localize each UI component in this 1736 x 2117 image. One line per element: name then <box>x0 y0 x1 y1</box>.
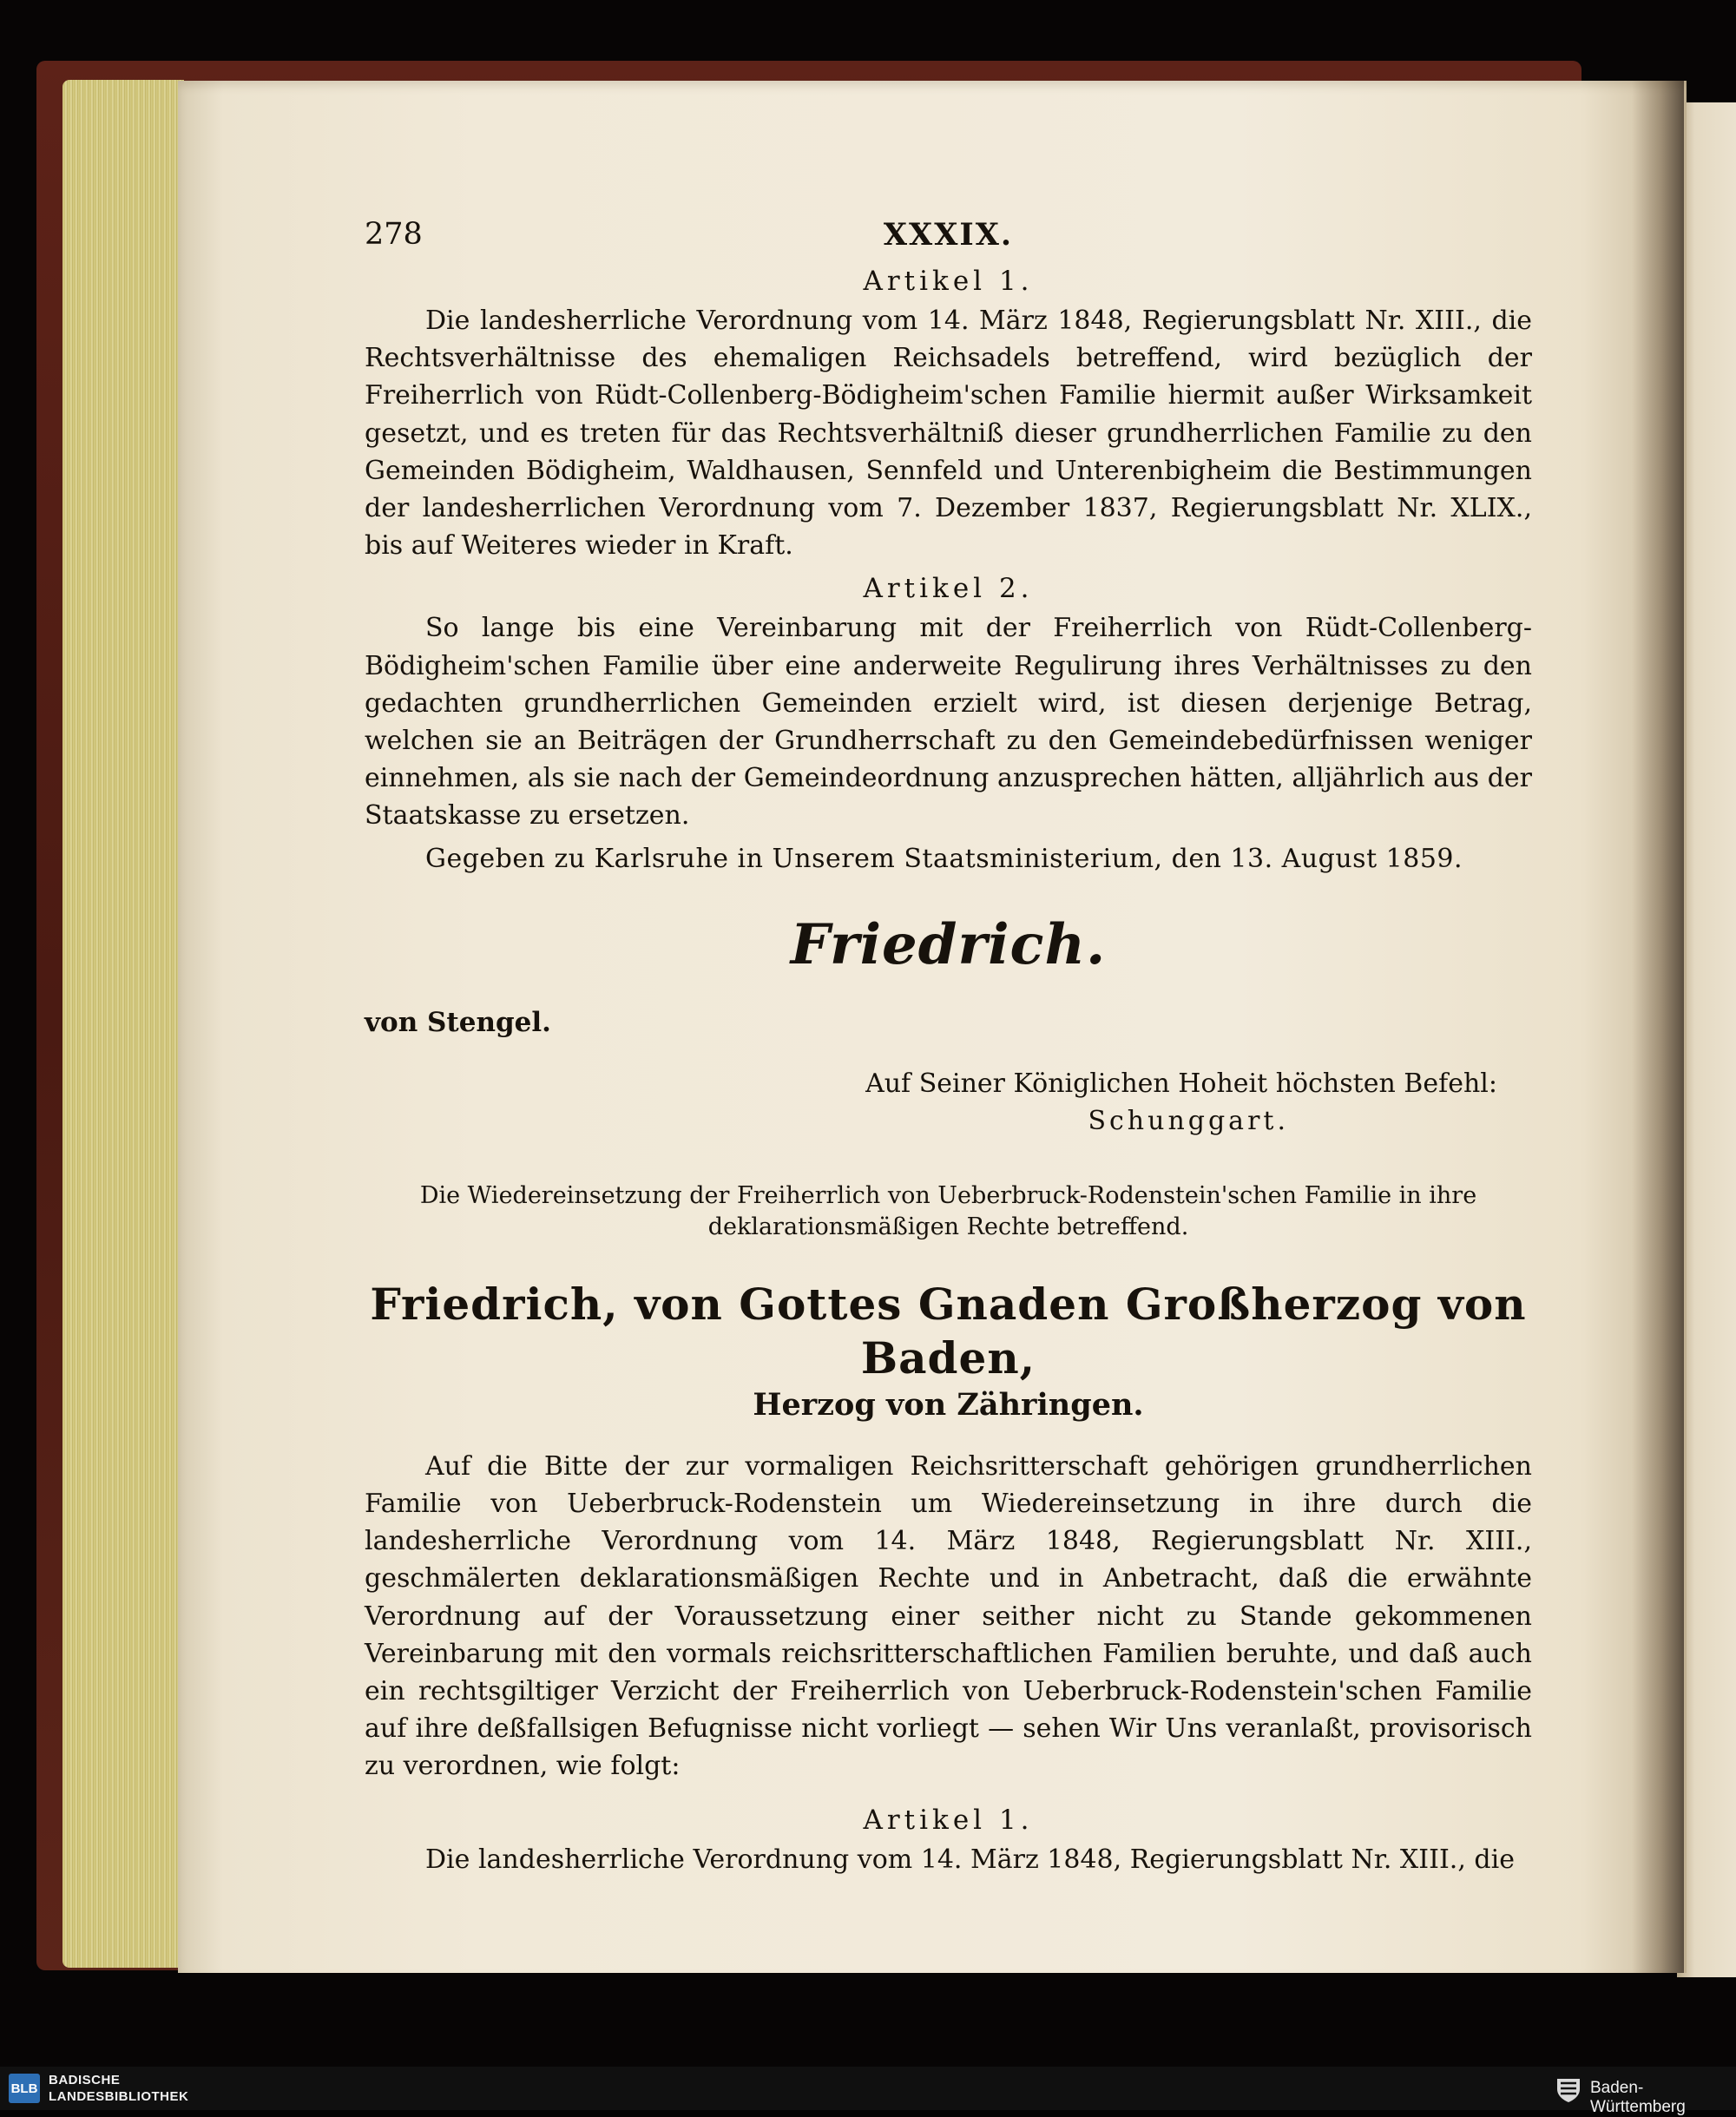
state-name[interactable]: Baden-Württemberg <box>1590 2079 1686 2116</box>
given-line: Gegeben zu Karlsruhe in Unserem Staatsministerium, den 13. August 1859. <box>425 843 1463 874</box>
baden-wuerttemberg-crest-icon[interactable] <box>1554 2074 1583 2103</box>
library-name-line2: LANDESBIBLIOTHEK <box>49 2089 189 2104</box>
decree-subtitle: Herzog von Zähringen. <box>753 1386 1144 1423</box>
secretary-name: Schunggart. <box>1088 1105 1289 1136</box>
running-header <box>365 217 1532 262</box>
page-text <box>365 217 1532 1878</box>
article-1b-heading: Artikel 1. <box>863 1804 1034 1836</box>
page-number: 278 <box>365 217 423 252</box>
library-name-line1: BADISCHE <box>49 2073 121 2087</box>
article-1b-text: Die landesherrliche Verordnung vom 14. März 1848, Regierungsblatt Nr. XIII., die <box>425 1844 1515 1875</box>
article-2-text: So lange bis eine Vereinbarung mit der Freiherrlich von Rüdt-Collenberg-Bödigheim'schen Familie über eine anderweite Regulirung ihres Verhältnisses zu den gedachten grundherrlichen Gemeinden erzielt wird, ist diesen derjenige Betrag, welchen sie an Beiträgen der Grundherrschaft zu den Gemeindebedürfnissen weniger einnehmen, als sie nach der Gemeindeordnung anzusprechen hätten, alljährlich aus der Staatskasse zu ersetzen. <box>365 613 1532 832</box>
library-name[interactable] <box>49 2072 188 2105</box>
subject-heading: Die Wiedereinsetzung der Freiherrlich von Ueberbruck-Rodenstein'schen Familie in ihre deklarationsmäßigen Rechte betreffend. <box>419 1181 1477 1240</box>
by-command-line: Auf Seiner Königlichen Hoheit höchsten Befehl: <box>865 1068 1497 1099</box>
running-title: XXXIX. <box>883 217 1014 253</box>
preamble: Auf die Bitte der zur vormaligen Reichsritterschaft gehörigen grundherrlichen Familie von Ueberbruck-Rodenstein um Wiedereinsetzung in ihre durch die landesherrliche Verordnung vom 14. März 1848, Regierungsblatt Nr. XIII., geschmälerten deklarationsmäßigen Rechte und in Anbetracht, daß die erwähnte Verordnung auf der Voraussetzung einer seither nicht zu Stande gekommenen Vereinbarung mit den vormals reichsritterschaftlichen Familien beruhte, und daß auch ein rechtsgiltiger Verzicht der Freiherrlich von Ueberbruck-Rodenstein'schen Familie auf ihre deßfallsigen Befugnisse nicht vorliegt — sehen Wir Uns veranlaßt, provisorisch zu verordnen, wie folgt: <box>365 1450 1532 1782</box>
article-1-text: Die landesherrliche Verordnung vom 14. März 1848, Regierungsblatt Nr. XIII., die Rechtsverhältnisse des ehemaligen Reichsadels betreffend, wird bezüglich der Freiherrlich von Rüdt-Collenberg-Bödigheim'schen Familie hiermit außer Wirksamkeit gesetzt, und es treten für das Rechtsverhältniß dieser grundherrlichen Familie zu den Gemeinden Bödigheim, Waldhausen, Sennfeld und Unterenbigheim die Bestimmungen der landesherrlichen Verordnung vom 7. Dezember 1837, Regierungsblatt Nr. XLIX., bis auf Weiteres wieder in Kraft. <box>365 306 1532 562</box>
article-1-heading: Artikel 1. <box>863 266 1034 297</box>
viewer-footer <box>0 2067 1736 2116</box>
signature: Friedrich. <box>790 911 1107 977</box>
blb-logo-icon[interactable]: BLB <box>9 2074 40 2103</box>
page-edges <box>62 80 184 1968</box>
page-gutter-shadow <box>1632 81 1684 1973</box>
minister-name: von Stengel. <box>365 1006 551 1038</box>
article-2-heading: Artikel 2. <box>863 573 1034 605</box>
decree-title: Friedrich, von Gottes Gnaden Großherzog von Baden, <box>370 1278 1527 1384</box>
